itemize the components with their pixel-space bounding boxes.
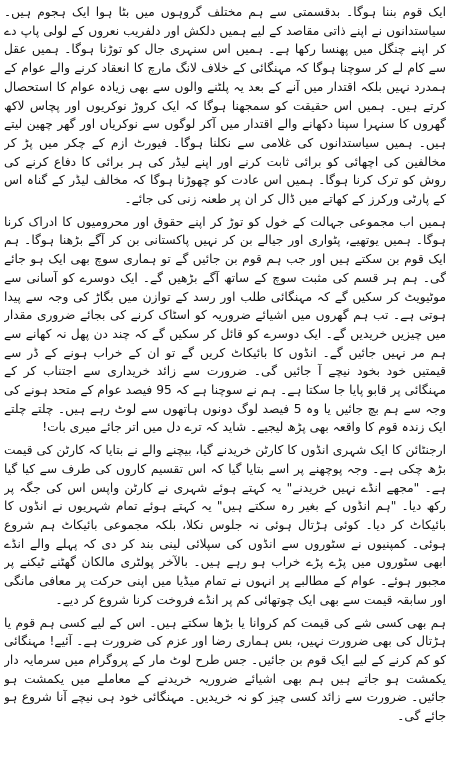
paragraph: ہم بھی کسی شے کی قیمت کم کروانا یا بڑھا سکتے ہیں۔ اس کے لیے کسی ہم قوم یا ہڑتال کی بھی ضرورت نہیں، بس ہماری رضا اور عزم کی ضرورت ہے۔ آئیے! مہنگائی کو کم کرنے کے لیے ایک قوم بن جائیں۔ جس طرح لوٹ مار کے پروگرام میں سرمایہ دار یکمشت ہو جاتے ہیں ہم بھی اشیائے ضروریہ خریدنے کے معاملے میں یکمشت ہو جائیں۔ ضرورت سے زائد کسی چیز کو نہ خریدیں۔ مہنگائی خود ہی نیچے آنا شروع ہو جائے گی۔ — [4, 615, 446, 724]
article-body — [4, 3, 446, 762]
paragraph: ہمیں اب مجموعی جہالت کے خول کو توڑ کر اپنے حقوق اور محرومیوں کا ادراک کرنا ہوگا۔ ہمیں یوتھیے، پٹواری اور جیالے بن کر نہیں پاکستانی بن کر آگے بڑھنا ہوگا۔ ہم ایک قوم بن سکتے ہیں اور جب ہم قوم بن جائیں گے تو ہماری سوچ بھی ایک ہو جائے گی۔ ہم ہر قسم کی مثبت سوچ کے ساتھ آگے بڑھیں گے۔ ایک دوسرے کو آسانی سے موٹیویٹ کر سکیں گے کہ مہنگائی طلب اور رسد کے توازن میں بگاڑ کی وجہ سے پیدا ہوتی ہے۔ تب ہم گھروں میں اشیائے ضروریہ کو اسٹاک کرنے کی بجائے ضروری مقدار میں چیزیں خریدیں گے۔ ایک دوسرے کو قائل کر سکیں گے کہ چند دن پھل نہ کھانے سے ہم مر نہیں جائیں گے۔ انڈوں کا بائیکاٹ کریں گے تو ان کے خراب ہونے کے ڈر سے قیمتیں خود بخود نیچے آ جائیں گی۔ ضرورت سے زائد خریداری سے اجتناب کر کے مہنگائی پر قابو پایا جا سکتا ہے۔ ہم نے سوچنا ہے کہ 95 فیصد عوام کے متحد ہونے کی وجہ سے ہم بچ جائیں یا وہ 5 فیصد لوگ دونوں ہاتھوں سے لوٹ رہے ہیں۔ چلتے چلتے ایک زندہ قوم کا واقعہ بھی پڑھ لیجیے۔ شاید کہ ترے دل میں اتر جائے میری بات! — [4, 214, 446, 435]
paragraph: ارجنٹائن کا ایک شہری انڈوں کا کارٹن خریدنے گیا، بیچنے والے نے بتایا کہ کارٹن کی قیمت بڑھ چکی ہے۔ وجہ پوچھنے پر اسے بتایا گیا کہ اس تقسیم کاروں کی طرف سے کیا گیا ہے۔ "مجھے انڈے نہیں خریدنے" یہ کہتے ہوئے شہری نے کارٹن واپس اس کی جگہ پر رکھ دیا۔ "ہم انڈوں کے بغیر رہ سکتے ہیں" یہ کہتے ہوئے تمام شہریوں نے انڈوں کا بائیکاٹ کر دیا۔ کوئی ہڑتال ہوئی نہ جلوس نکلا، بلکہ مجموعی بائیکاٹ ہم شروع ہوئی۔ کمپنیوں نے سٹوروں سے انڈوں کی سپلائی لینی بند کر دی کہ پہلے والے انڈے ابھی سٹوروں میں پڑے پڑے خراب ہو رہے ہیں۔ بالآخر پولٹری مالکان گھٹنے ٹیکنے پر مجبور ہوئے۔ عوام کے مطالبے پر انہوں نے تمام میڈیا میں اپنی حرکت پر معافی مانگی اور سابقہ قیمت سے بھی ایک چوتھائی کم پر انڈے فروخت کرنا شروع کر دیے۔ — [4, 443, 446, 607]
paragraph: ایک قوم بننا ہوگا۔ بدقسمتی سے ہم مختلف گروہوں میں بٹا ہوا ایک ہجوم ہیں۔ سیاستدانوں نے اپنے ذاتی مقاصد کے لیے ہمیں دلکش اور دلفریب نعروں کے لولی پاپ دے کر اپنے چنگل میں پھنسا رکھا ہے۔ ہمیں اس سنہری جال کو توڑنا ہوگا۔ ہمیں عقل سے کام لے کر سوچنا ہوگا کہ مہنگائی کے خلاف لانگ مارچ کا انعقاد کرنے والے عوام کے ہمدرد نہیں بلکہ اقتدار میں آنے کے بعد یہ پلٹنے والوں سے بھی زیادہ عوام کا استحصال کرتے ہیں۔ ہمیں اس حقیقت کو سمجھنا ہوگا کہ ایک کروڑ نوکریوں اور پچاس لاکھ گھروں کا سنہرا سپنا دکھانے والے اقتدار میں آکر لوگوں سے نوکریاں اور گھر چھین لیتے ہیں۔ ہمیں سیاستدانوں کی غلامی سے نکلنا ہوگا۔ فیورٹ ازم کے چکر میں پڑ کر مخالفین کی اچھائی کو برائی ثابت کرنے اور اپنے لیڈر کی ہر برائی کا دفاع کرنے کی روش کو ترک کرنا ہوگا۔ ہمیں اس عادت کو چھوڑنا ہوگا کہ مخالف لیڈر کے گناہ اس کے پارٹی ورکرز کے کھاتے میں ڈال کر ان پر طعنہ زنی کی جائے۔ — [4, 5, 446, 207]
